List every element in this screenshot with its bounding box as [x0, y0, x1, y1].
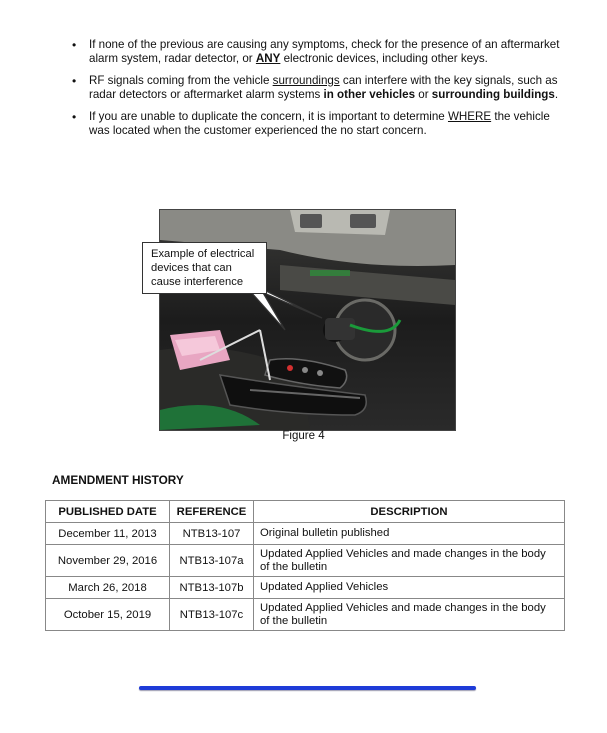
- figure-caption: Figure 4: [282, 430, 325, 442]
- table-row: [46, 523, 565, 545]
- reference-cell: NTB13-107b: [170, 577, 254, 599]
- table-row: [46, 577, 565, 599]
- underlined-text: WHERE: [447, 110, 492, 123]
- bullet-text: .: [554, 88, 559, 101]
- emphasis-text: ANY: [255, 52, 281, 65]
- bullet-text: can interfere with the key signals, such as radar detectors or aftermarket alarm systems: [89, 74, 558, 101]
- description-cell: Updated Applied Vehicles: [254, 577, 565, 599]
- bullet-text: or: [415, 88, 432, 101]
- underlined-text: surroundings: [272, 74, 340, 87]
- description-cell: Updated Applied Vehicles and made changes in the body of the bulletin: [254, 545, 565, 577]
- published-date-cell: November 29, 2016: [46, 545, 170, 577]
- reference-cell: NTB13-107c: [170, 599, 254, 631]
- published-date-cell: October 15, 2019: [46, 599, 170, 631]
- amendment-table: [45, 500, 565, 631]
- bullet-text: If you are unable to duplicate the concern, it is important to determine: [89, 110, 448, 123]
- bullet-text: If none of the previous are causing any symptoms, check for the presence of an aftermarket alarm system, radar detector, or: [89, 38, 560, 65]
- published-date-cell: December 11, 2013: [46, 523, 170, 545]
- published-date-cell: March 26, 2018: [46, 577, 170, 599]
- description-cell: Original bulletin published: [254, 523, 565, 545]
- bullet-text: the vehicle was located when the customer experienced the no start concern.: [89, 110, 550, 137]
- table-header-row: [46, 501, 565, 523]
- bold-text: surrounding buildings: [431, 88, 555, 101]
- table-row: [46, 599, 565, 631]
- footer-divider: [139, 686, 476, 690]
- reference-cell: NTB13-107a: [170, 545, 254, 577]
- bullet-text: electronic devices, including other keys.: [280, 52, 488, 65]
- amendment-heading: AMENDMENT HISTORY: [52, 473, 184, 487]
- reference-cell: NTB13-107: [170, 523, 254, 545]
- column-header: REFERENCE: [170, 501, 254, 523]
- column-header: PUBLISHED DATE: [46, 501, 170, 523]
- table-row: [46, 545, 565, 577]
- description-cell: Updated Applied Vehicles and made changes in the body of the bulletin: [254, 599, 565, 631]
- bold-text: in other vehicles: [323, 88, 416, 101]
- figure-callout: Example of electrical devices that can cause interference: [142, 242, 267, 294]
- bullet-text: RF signals coming from the vehicle: [89, 74, 273, 87]
- column-header: DESCRIPTION: [254, 501, 565, 523]
